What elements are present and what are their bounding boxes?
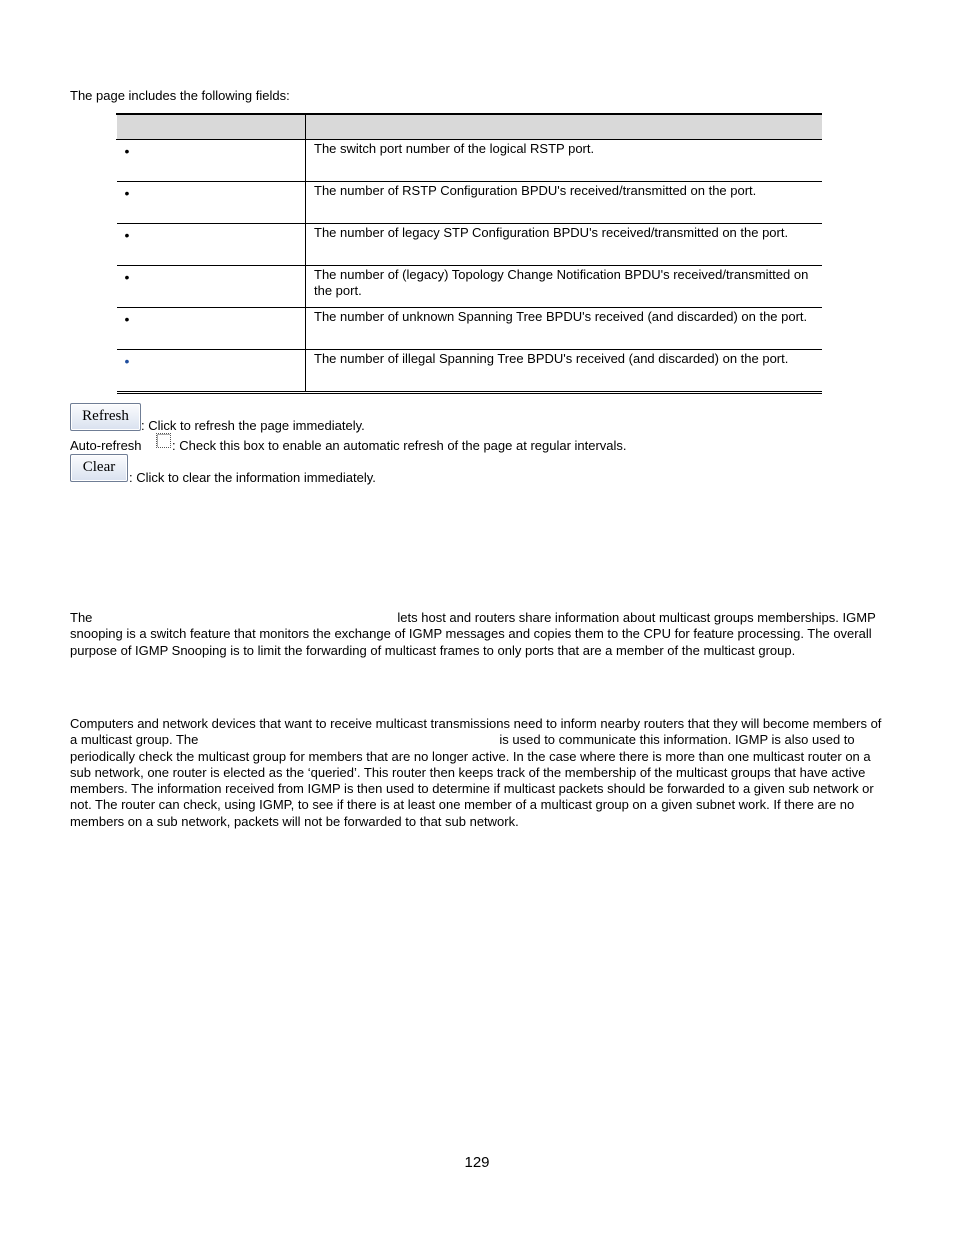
- table-row: [117, 350, 823, 393]
- bullet-icon: •: [124, 143, 130, 159]
- clear-button[interactable]: Clear: [70, 454, 128, 482]
- auto-refresh-description: : Check this box to enable an automatic refresh of the page at regular intervals.: [172, 438, 627, 453]
- table-row: [117, 266, 823, 308]
- intro-text: The page includes the following fields:: [70, 88, 290, 103]
- row-description: The number of illegal Spanning Tree BPDU's received (and discarded) on the port.: [314, 351, 789, 366]
- row-description: The number of (legacy) Topology Change Notification BPDU's received/transmitted on the port.: [306, 266, 823, 308]
- row-description: The number of RSTP Configuration BPDU's received/transmitted on the port.: [306, 182, 823, 224]
- bullet-icon: •: [124, 185, 130, 201]
- table-row: [117, 308, 823, 350]
- bullet-icon: •: [124, 269, 130, 285]
- refresh-description: : Click to refresh the page immediately.: [141, 418, 365, 433]
- auto-refresh-label: Auto-refresh: [70, 438, 142, 453]
- row-description: The switch port number of the logical RSTP port.: [306, 140, 823, 182]
- table-header-object: [117, 114, 306, 140]
- bullet-icon: •: [124, 353, 130, 369]
- refresh-button[interactable]: Refresh: [70, 403, 141, 431]
- clear-description: : Click to clear the information immediately.: [129, 470, 376, 485]
- table-header-description: [306, 114, 823, 140]
- row-description: The number of legacy STP Configuration BPDU's received/transmitted on the port.: [306, 224, 823, 266]
- table-row: [117, 224, 823, 266]
- fields-table: [116, 113, 822, 394]
- bullet-icon: •: [124, 227, 130, 243]
- table-header-row: [117, 114, 823, 140]
- igmp-detail-paragraph: Computers and network devices that want to receive multicast transmissions need to inform nearby routers that they will become members of a multicast group. The is used to communicate this information. IGMP is also used to periodically check the multicast group for members that are no longer active. In the case where there is more than one multicast router on a sub network, one router is elected as the ‘queried’. This router then keeps track of the membership of the multicast groups that have active members. The information received from IGMP is then used to determine if multicast packets should be forwarded to a given sub network or not. The router can check, using IGMP, to see if there is at least one member of a multicast group on a given subnet work. If there are no members on a sub network, packets will not be forwarded to that sub network.: [70, 716, 882, 829]
- page-number: 129: [464, 1154, 490, 1171]
- table-row: [117, 140, 823, 182]
- bullet-icon: •: [124, 311, 130, 327]
- igmp-intro-paragraph: The lets host and routers share information about multicast groups memberships. IGMP snooping is a switch feature that monitors the exchange of IGMP messages and copies them to the CPU for feature processing. The overall purpose of IGMP Snooping is to limit the forwarding of multicast frames to only ports that are a member of the multicast group.: [70, 610, 876, 658]
- row-description: The number of unknown Spanning Tree BPDU's received (and discarded) on the port.: [306, 308, 823, 350]
- auto-refresh-checkbox[interactable]: [156, 433, 171, 448]
- table-row: [117, 182, 823, 224]
